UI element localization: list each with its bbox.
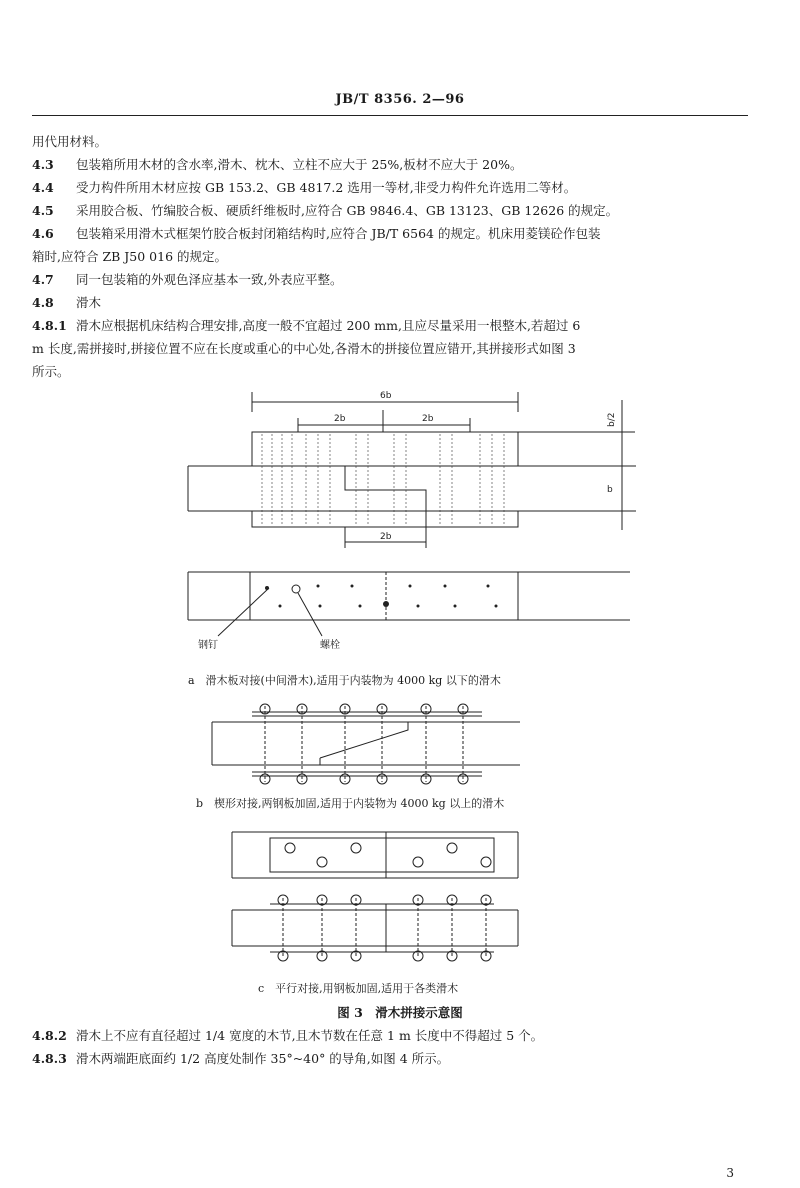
- dim-2b-left-label: 2b: [334, 414, 346, 424]
- clause-text: 滑木应根据机床结构合理安排,高度一般不宜超过 200 mm,且应尽量采用一根整木,若超过 6: [76, 318, 581, 333]
- figure-a-top-view: [188, 572, 630, 636]
- clause-text: 采用胶合板、竹编胶合板、硬质纤维板时,应符合 GB 9846.4、GB 13123、GB 12626 的规定。: [76, 203, 619, 218]
- figure-caption-a: a 滑木板对接(中间滑木),适用于内装物为 4000 kg 以下的滑木: [188, 674, 501, 687]
- dim-6b-label: 6b: [380, 391, 392, 401]
- clause-text: 用代用材料。: [32, 134, 108, 149]
- clause-text: m 长度,需拼接时,拼接位置不应在长度或重心的中心处,各滑木的拼接位置应错开,其拼接形式如图 3: [32, 341, 576, 356]
- page-number: 3: [726, 1166, 734, 1180]
- clause-number: 4.4: [32, 180, 54, 195]
- clause-number: 4.3: [32, 157, 54, 172]
- bolt-label: 螺栓: [320, 640, 340, 651]
- clause-number: 4.8: [32, 295, 54, 310]
- figure-a-hatching: [262, 434, 504, 526]
- dim-2b-right-label: 2b: [422, 414, 434, 424]
- clause-number: 4.8.3: [32, 1051, 67, 1066]
- clause-number: 4.7: [32, 272, 54, 287]
- dim-2b-bottom-label: 2b: [380, 532, 392, 542]
- clause-text: 所示。: [32, 364, 70, 379]
- clause-text: 包装箱所用木材的含水率,滑木、枕木、立柱不应大于 25%,板材不应大于 20%。: [76, 157, 523, 172]
- figure-c-side-view: [232, 904, 518, 952]
- clause-number: 4.6: [32, 226, 54, 241]
- clause-text: 同一包装箱的外观色泽应基本一致,外表应平整。: [76, 272, 343, 287]
- paragraph-line: [32, 1024, 752, 1047]
- clause-number: 4.5: [32, 203, 54, 218]
- figure-b-wedge-joint: [212, 712, 520, 776]
- clause-text: 受力构件所用木材应按 GB 153.2、GB 4817.2 选用一等材,非受力构件允许选用二等材。: [76, 180, 577, 195]
- figure-c-top-view: [232, 832, 518, 878]
- figure-caption-b: b 楔形对接,两钢板加固,适用于内装物为 4000 kg 以上的滑木: [196, 797, 505, 810]
- clause-number: 4.8.2: [32, 1028, 67, 1043]
- clause-text: 包装箱采用滑木式框架竹胶合板封闭箱结构时,应符合 JB/T 6564 的规定。机床用菱镁砼作包装: [76, 226, 601, 241]
- figure-a-side-view: [188, 392, 636, 548]
- clause-text: 滑木两端距底面约 1/2 高度处制作 35°~40° 的导角,如图 4 所示。: [76, 1051, 450, 1066]
- figure-caption-c: c 平行对接,用钢板加固,适用于各类滑木: [258, 982, 459, 995]
- figure-c-bolts: [278, 895, 491, 961]
- document-code-header: JB/T 8356. 2—96: [335, 92, 465, 107]
- paragraph-line: [32, 1047, 752, 1070]
- clause-text: 箱时,应符合 ZB J50 016 的规定。: [32, 249, 228, 264]
- clause-number: 4.8.1: [32, 318, 67, 333]
- nail-label: 钢钉: [198, 640, 218, 651]
- clause-text: 滑木上不应有直径超过 1/4 宽度的木节,且木节数在任意 1 m 长度中不得超过 5 个。: [76, 1028, 544, 1043]
- clause-text: 滑木: [76, 295, 102, 310]
- dim-b-label: b: [607, 485, 613, 495]
- figure-title: 图 3 滑木拼接示意图: [337, 1005, 463, 1020]
- dim-b-half-label: b/2: [607, 412, 617, 427]
